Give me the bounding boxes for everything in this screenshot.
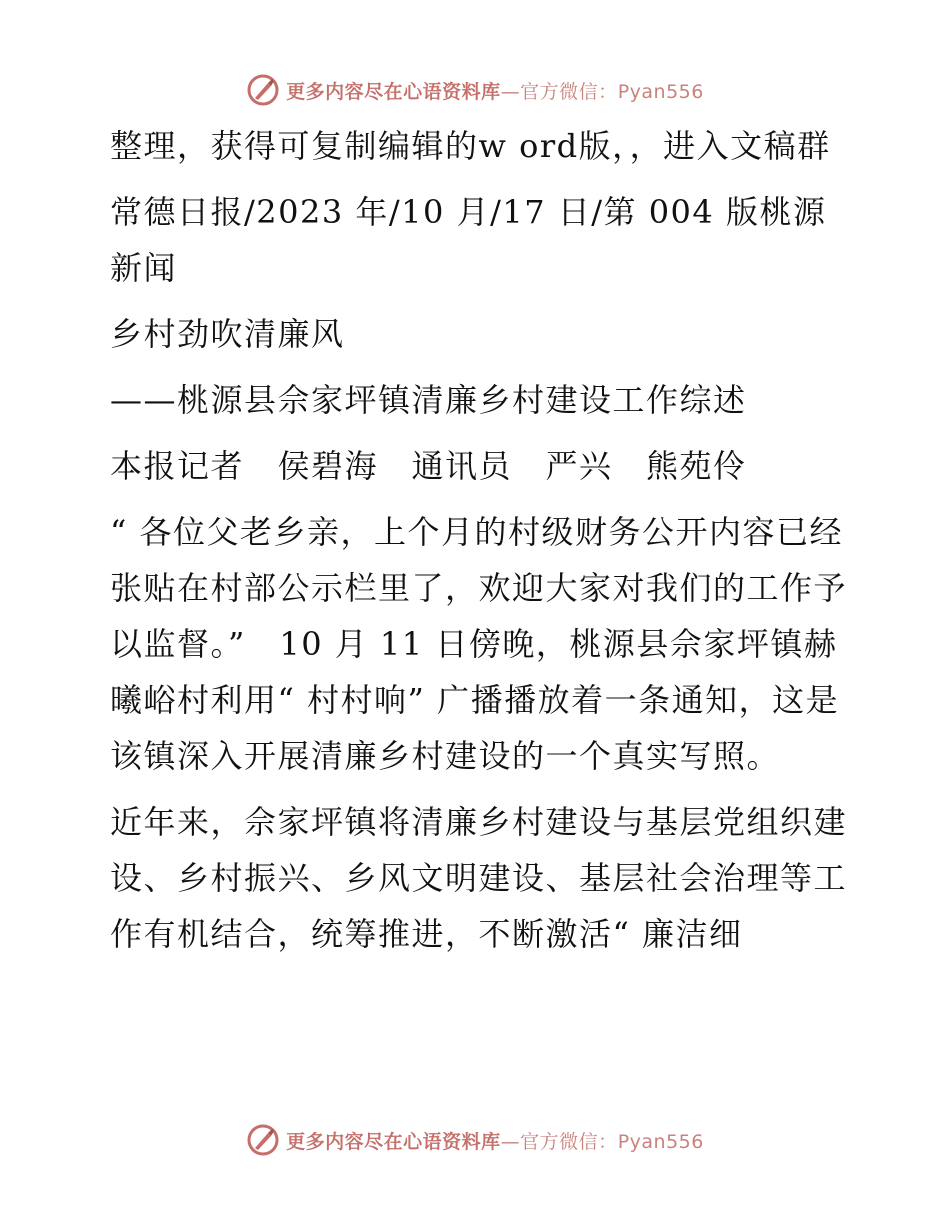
byline: 本报记者 侯碧海 通讯员 严兴 熊苑伶: [110, 447, 747, 485]
source-line: 常德日报/2023 年/10 月/17 日/第 004 版桃源新闻: [110, 193, 827, 287]
body-paragraph-2: 近年来，佘家坪镇将清廉乡村建设与基层党组织建设、乡村振兴、乡风文明建设、基层社会治理等工作有机结合，统筹推进，不断激活“ 廉洁细: [110, 803, 848, 953]
watermark-site: 更多内容尽在心语资料库: [286, 80, 501, 103]
watermark-group-bottom: [246, 1123, 704, 1157]
watermark-dash-bottom: —: [500, 1130, 521, 1153]
watermark-site-bottom: 更多内容尽在心语资料库: [286, 1130, 501, 1153]
watermark-wechat-id: Pyan556: [617, 80, 704, 103]
footer-watermark: [0, 1120, 950, 1160]
intro-paragraph: 整理，获得可复制编辑的w ord版，，进入文稿群: [110, 127, 831, 165]
article-title: 乡村劲吹清廉风: [110, 315, 345, 353]
watermark-text: [286, 77, 704, 104]
watermark-wechat-id-bottom: Pyan556: [617, 1130, 704, 1153]
body-paragraph-1: “ 各位父老乡亲，上个月的村级财务公开内容已经张贴在村部公示栏里了，欢迎大家对我们的工作予以监督。” 10 月 11 日傍晚，桃源县佘家坪镇赫曦峪村利用“ 村村响” 广播播放着一条通知，这是该镇深入开展清廉乡村建设的一个真实写照。: [110, 513, 848, 775]
watermark-wechat-label-bottom: 官方微信：: [520, 1130, 618, 1153]
pen-logo-icon: [246, 73, 280, 107]
watermark-dash: —: [500, 80, 521, 103]
pen-logo-icon-bottom: [246, 1123, 280, 1157]
watermark-text-bottom: [286, 1127, 704, 1154]
header-watermark: [0, 70, 950, 110]
watermark-group: [246, 73, 704, 107]
watermark-wechat-label: 官方微信：: [520, 80, 618, 103]
article-subtitle: ——桃源县佘家坪镇清廉乡村建设工作综述: [110, 381, 747, 419]
document-body: [98, 118, 853, 962]
